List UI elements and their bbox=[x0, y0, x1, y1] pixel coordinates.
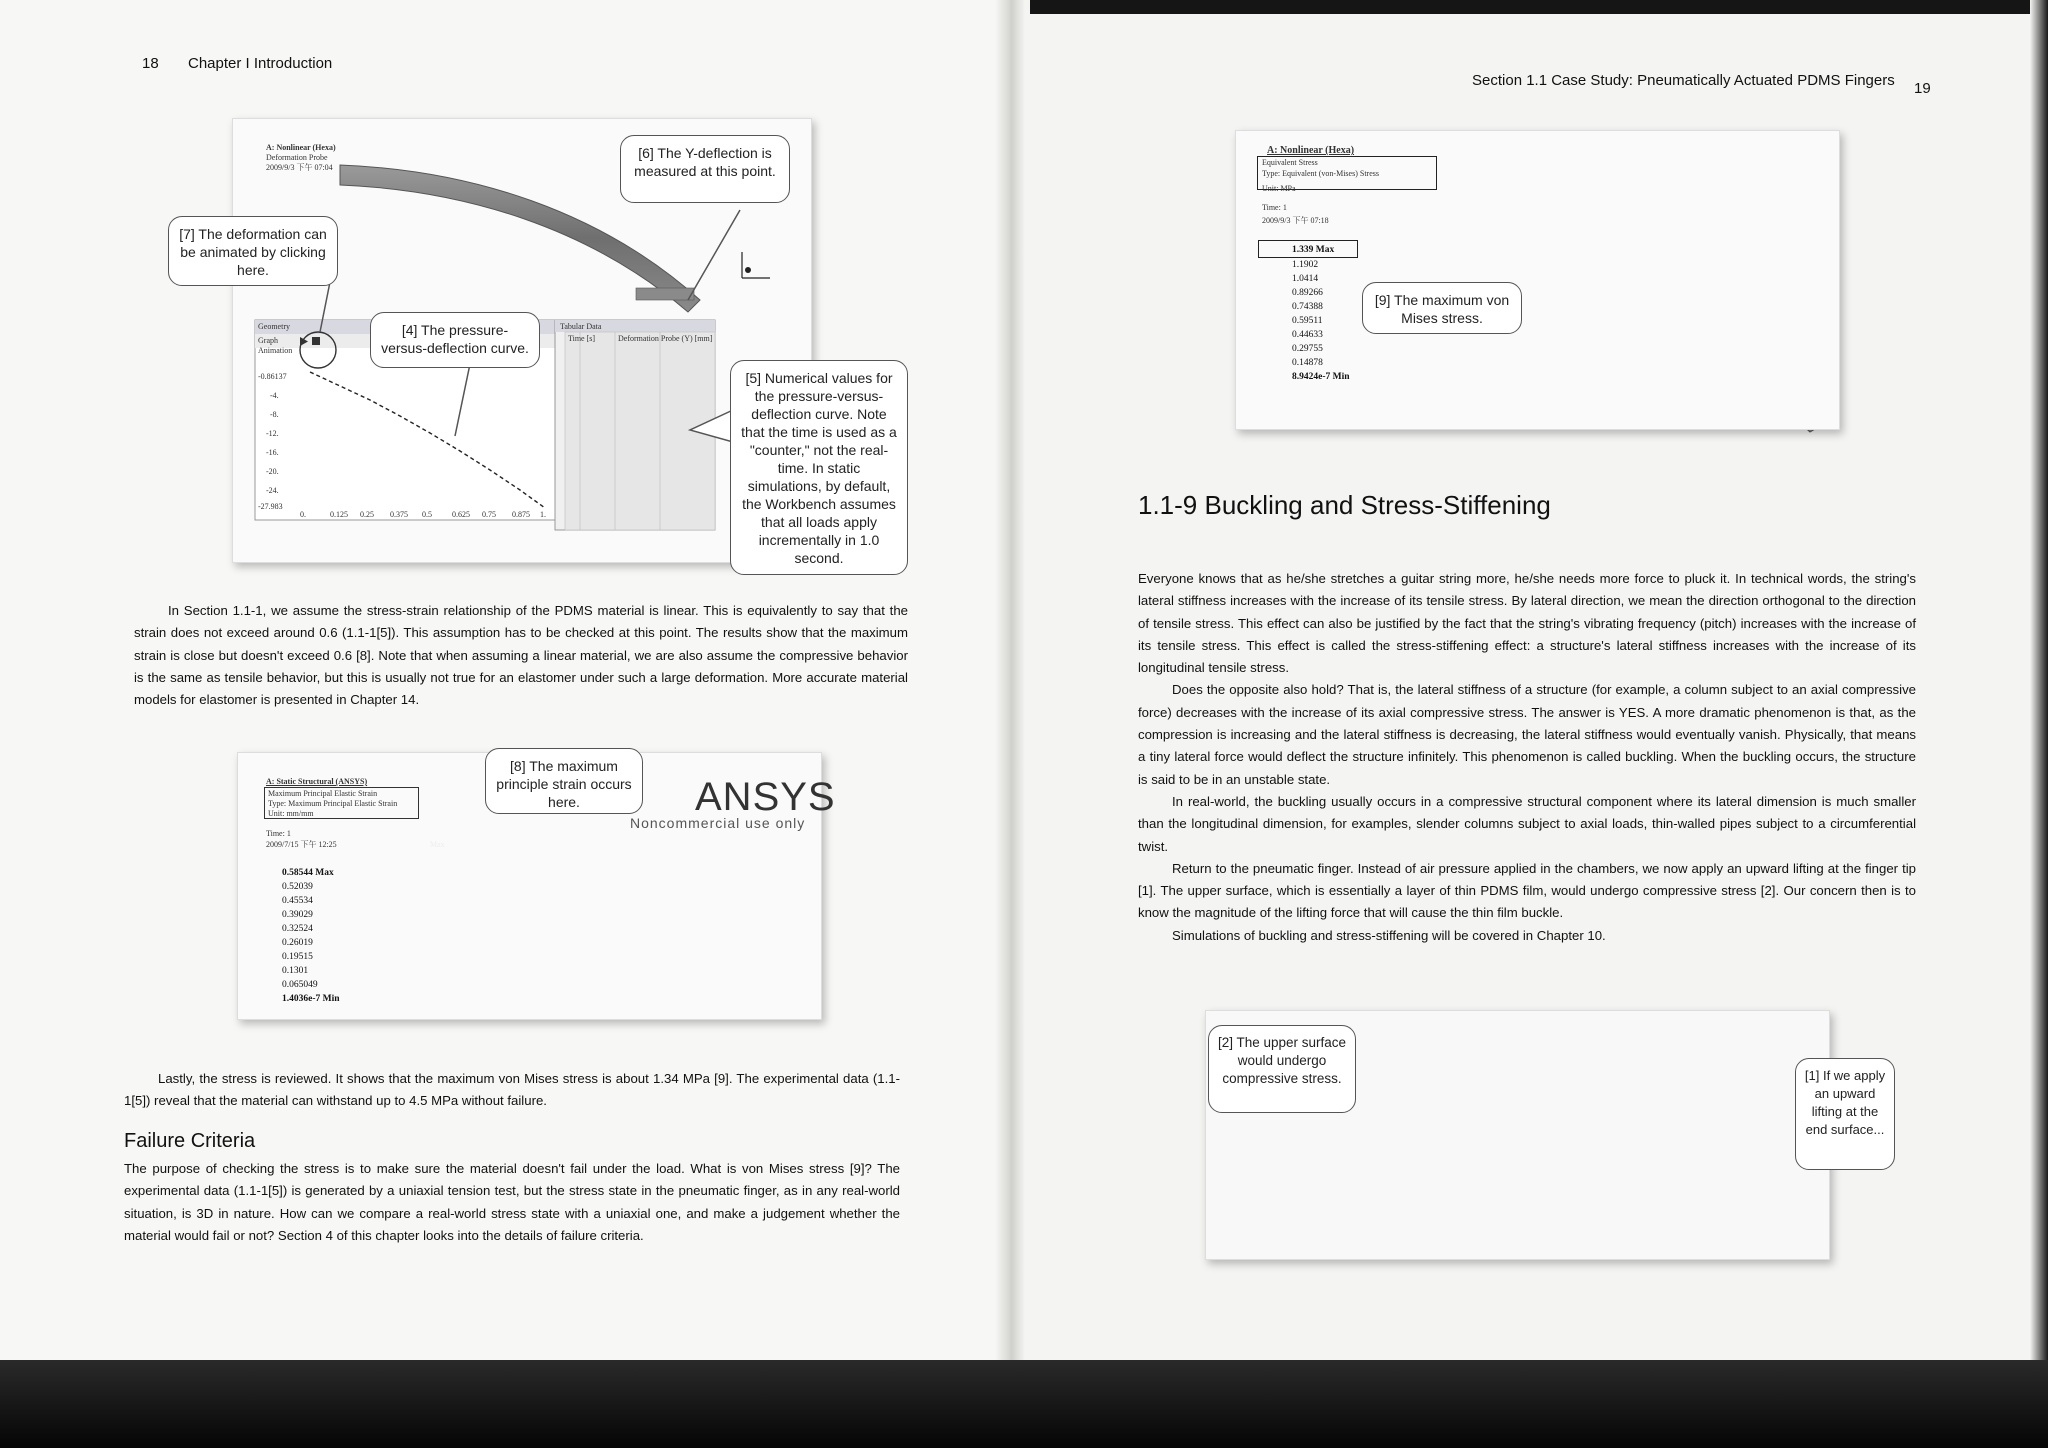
label-animation[interactable]: Animation bbox=[258, 346, 293, 355]
ansys-logo-text: ANSYS bbox=[695, 775, 836, 819]
callout-5: [5] Numerical values for the pressure-versus-deflection curve. Note that the time is used as a "counter," not the real-time. In static simulations, by default, the Workbench assumes that all loads apply incrementally in 1.0 second. bbox=[730, 360, 908, 575]
para-simulations: Simulations of buckling and stress-stiffening will be covered in Chapter 10. bbox=[1172, 927, 1606, 943]
tab-tabular[interactable]: Tabular Data bbox=[560, 322, 602, 331]
fig2-title: A: Static Structural (ANSYS) bbox=[266, 777, 368, 786]
fig3-legend-item: 1.1902 bbox=[1292, 260, 1319, 270]
bottom-shadow-band bbox=[0, 1360, 2048, 1448]
fig2-line2: Maximum Principal Elastic Strain bbox=[268, 789, 378, 798]
fig2-legend-item: 0.52039 bbox=[282, 882, 313, 892]
x-tick: 0.125 bbox=[330, 510, 348, 519]
fig2-legend-item: 0.065049 bbox=[282, 980, 318, 990]
fig3-title: A: Nonlinear (Hexa) bbox=[1267, 145, 1355, 156]
section-heading: 1.1-9 Buckling and Stress-Stiffening bbox=[1138, 490, 1551, 520]
left-page-number: 18 bbox=[142, 55, 159, 72]
para-buckling: Does the opposite also hold? That is, the lateral stiffness of a structure (for example, a column subject to an axial compressive force) decreases with the increase of its axial compressive stress. The answer is YES. A more dramatic phenomenon is that, as the compression is increasing and the lateral stiffness is decreasing, the lateral stiffness would eventually vanish. Physically, that means a tiny lateral force would deflect the structure infinitely. This phenomenon is called buckling. When the buckling occurs, the structure is said to be in an unstable state. bbox=[1138, 682, 1916, 787]
x-tick: 0.625 bbox=[452, 510, 470, 519]
fig1-corner-title: A: Nonlinear (Hexa) bbox=[266, 143, 336, 152]
fig2-max-label: Max bbox=[430, 840, 445, 849]
callout-4: [4] The pressure-versus-deflection curve. bbox=[370, 312, 540, 368]
fig1-probe-point bbox=[636, 288, 694, 300]
y-tick: -24. bbox=[266, 486, 279, 495]
x-tick: 0.875 bbox=[512, 510, 530, 519]
x-tick: 0.75 bbox=[482, 510, 496, 519]
fig3-date: 2009/9/3 下午 07:18 bbox=[1262, 216, 1329, 225]
fig2-legend-item: 0.39029 bbox=[282, 910, 313, 920]
failure-criteria-heading: Failure Criteria bbox=[124, 1130, 256, 1152]
table-col-time: Time [s] bbox=[568, 334, 596, 343]
callout-2: [2] The upper surface would undergo compressive stress. bbox=[1208, 1025, 1356, 1113]
callout-6: [6] The Y-deflection is measured at this point. bbox=[620, 135, 790, 203]
fig3-line3: Type: Equivalent (von-Mises) Stress bbox=[1262, 169, 1379, 178]
callout-1: [1] If we apply an upward lifting at the end surface... bbox=[1795, 1058, 1895, 1170]
y-tick: -8. bbox=[270, 410, 279, 419]
fig2-time: Time: 1 bbox=[266, 829, 291, 838]
fig2-legend-max: 0.58544 Max bbox=[282, 868, 334, 878]
fig2-legend-item: 0.19515 bbox=[282, 952, 313, 962]
fig3-legend-item: 0.44633 bbox=[1292, 330, 1323, 340]
fig2-line4: Unit: mm/mm bbox=[268, 809, 314, 818]
para-stress-stiffening: Everyone knows that as he/she stretches a guitar string more, he/she needs more force to pluck it. In technical words, the string's lateral stiffness increases with the increase of its tensile stress. By lateral direction, we mean the direction orthogonal to the direction of tensile stress. This effect can also be justified by the fact that the string's vibrating frequency (pitch) increases with the increase of its tensile stress. This effect is called the stress-stiffening effect: a structure's lateral stiffness increases with the increase of its longitudinal tensile stress. bbox=[1138, 571, 1916, 676]
fig2-legend-item: 0.45534 bbox=[282, 896, 313, 906]
fig2-date: 2009/7/15 下午 12:25 bbox=[266, 840, 337, 849]
fig2-legend-item: 0.26019 bbox=[282, 938, 313, 948]
para-real-world: In real-world, the buckling usually occurs in a compressive structural component where its lateral dimension is much smaller than the longitudinal dimension, for examples, slender columns subject to axial loads, thin-walled pipes subject to a circumferential twist. bbox=[1138, 793, 1916, 854]
fig3-legend-item: 0.29755 bbox=[1292, 344, 1323, 354]
fig1-corner-type: Deformation Probe bbox=[266, 153, 328, 162]
x-tick: 0.5 bbox=[422, 510, 432, 519]
left-running-head: Chapter I Introduction bbox=[188, 55, 333, 72]
y-tick: -4. bbox=[270, 391, 279, 400]
right-running-head: Section 1.1 Case Study: Pneumatically Actuated PDMS Fingers bbox=[1472, 72, 1895, 89]
fig3-line4: Unit: MPa bbox=[1262, 184, 1296, 193]
y-tick: -0.86137 bbox=[258, 372, 287, 381]
fig2-line3: Type: Maximum Principal Elastic Strain bbox=[268, 799, 398, 808]
y-tick: -27.983 bbox=[258, 502, 283, 511]
fig3-legend-item: 0.89266 bbox=[1292, 288, 1323, 298]
stop-icon bbox=[312, 337, 320, 345]
x-tick: 0. bbox=[300, 510, 306, 519]
fig3-legend-max: 1.339 Max bbox=[1292, 245, 1335, 255]
fig2-legend-item: 0.1301 bbox=[282, 966, 309, 976]
triad-origin bbox=[745, 267, 751, 273]
fig1-corner-date: 2009/9/3 下午 07:04 bbox=[266, 163, 333, 172]
para-linear-assumption: In Section 1.1-1, we assume the stress-strain relationship of the PDMS material is linear. This is equivalently to say that the strain does not exceed around 0.6 (1.1-1[5]). This assumption has to be checked at this point. The results show that the maximum strain is close but doesn't exceed 0.6 [8]. Note that when assuming a linear material, we are also assume the compressive behavior is the same as tensile behavior, but this is usually not true for an elastomer under such a large deformation. More accurate material models for elastomer is presented in Chapter 14. bbox=[134, 603, 908, 708]
tab-geometry[interactable]: Geometry bbox=[258, 322, 290, 331]
x-tick: 0.25 bbox=[360, 510, 374, 519]
fig3-legend-item: 1.0414 bbox=[1292, 274, 1319, 284]
fig3-line2: Equivalent Stress bbox=[1262, 158, 1318, 167]
left-paragraph-2 bbox=[124, 1068, 900, 1113]
ansys-watermark: Noncommercial use only bbox=[630, 815, 806, 831]
fig3-time: Time: 1 bbox=[1262, 203, 1287, 212]
x-tick: 1. bbox=[540, 510, 546, 519]
y-tick: -20. bbox=[266, 467, 279, 476]
table-col-deformation: Deformation Probe (Y) [mm] bbox=[618, 334, 713, 343]
callout-9: [9] The maximum von Mises stress. bbox=[1362, 282, 1522, 334]
label-graph: Graph bbox=[258, 336, 278, 345]
x-tick: 0.375 bbox=[390, 510, 408, 519]
y-tick: -12. bbox=[266, 429, 279, 438]
left-paragraph-3 bbox=[124, 1158, 900, 1247]
fig3-legend-item: 0.59511 bbox=[1292, 316, 1323, 326]
fig2-legend-item: 0.32524 bbox=[282, 924, 313, 934]
para-stress-review: Lastly, the stress is reviewed. It shows that the maximum von Mises stress is about 1.34 MPa [9]. The experimental data (1.1-1[5]) reveal that the material can withstand up to 4.5 MPa without failure. bbox=[124, 1071, 900, 1109]
fig3-legend-min: 8.9424e-7 Min bbox=[1292, 372, 1350, 382]
fig2-legend-min: 1.4036e-7 Min bbox=[282, 994, 340, 1004]
callout6-pointer bbox=[688, 210, 740, 300]
left-paragraph-1 bbox=[134, 600, 908, 711]
callout-7: [7] The deformation can be animated by clicking here. bbox=[168, 216, 338, 286]
fig3-legend-item: 0.14878 bbox=[1292, 358, 1323, 368]
y-tick: -16. bbox=[266, 448, 279, 457]
right-body bbox=[1138, 568, 1916, 947]
right-page-number: 19 bbox=[1914, 80, 1931, 97]
callout-8: [8] The maximum principle strain occurs here. bbox=[485, 748, 643, 814]
para-failure-criteria: The purpose of checking the stress is to make sure the material doesn't fail under the load. What is von Mises stress [9]? The experimental data (1.1-1[5]) is generated by a uniaxial tension test, but the stress state in the pneumatic finger, as in any real-world situation, is 3D in nature. How can we compare a real-world stress state with a uniaxial one, and make a judgement whether the material would fail or not? Section 4 of this chapter looks into the details of failure criteria. bbox=[124, 1161, 900, 1243]
para-return-finger: Return to the pneumatic finger. Instead of air pressure applied in the chambers, we now apply an upward lifting at the finger tip [1]. The upper surface, which is essentially a layer of thin PDMS film, would undergo compressive stress [2]. Our concern then is to know the magnitude of the lifting force that will cause the thin film buckle. bbox=[1138, 860, 1916, 921]
fig3-legend-item: 0.74388 bbox=[1292, 302, 1323, 312]
